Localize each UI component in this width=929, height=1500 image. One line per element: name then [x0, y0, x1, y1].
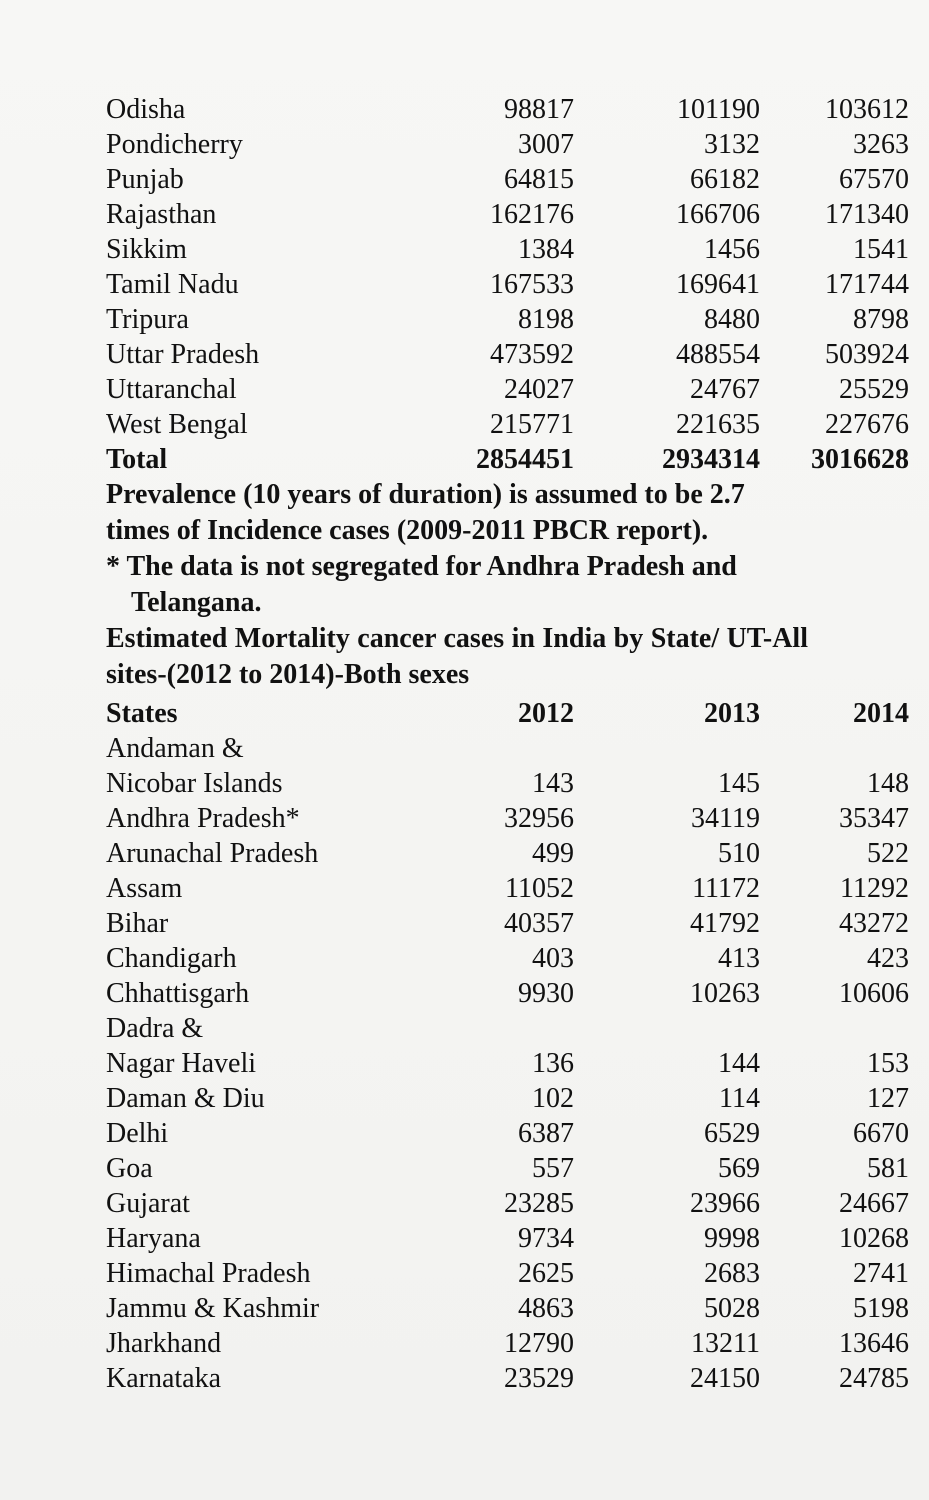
value-2014: 5198: [853, 1293, 909, 1324]
value-2013: 10263: [690, 978, 760, 1009]
value-2014: 581: [867, 1153, 909, 1184]
table-row: [106, 1116, 909, 1151]
mortality-table-title: Estimated Mortality cancer cases in India by State/ UT-All sites-(2012 to 2014)-Both sexes: [106, 623, 808, 690]
value-2013: 11172: [692, 873, 760, 904]
table-row: [106, 1151, 909, 1186]
table-row: [106, 232, 909, 267]
header-2013: 2013: [704, 698, 760, 729]
value-2014: 148: [867, 768, 909, 799]
value-2012: 2625: [518, 1258, 574, 1289]
value-2014: 10268: [839, 1223, 909, 1254]
value-2013: 569: [718, 1153, 760, 1184]
mortality-header-row: [106, 695, 909, 731]
value-2012: 40357: [504, 908, 574, 939]
value-2013: 221635: [676, 409, 760, 440]
value-2014: 6670: [853, 1118, 909, 1149]
value-2013: 3132: [704, 129, 760, 160]
state-name: Pondicherry: [106, 129, 243, 160]
value-2013: 488554: [676, 339, 760, 370]
value-2014: 24667: [839, 1188, 909, 1219]
total-2013: 2934314: [662, 444, 760, 475]
value-2014: 522: [867, 838, 909, 869]
state-name: Himachal Pradesh: [106, 1258, 311, 1289]
value-2012: 162176: [490, 199, 574, 230]
table-row: [106, 162, 909, 197]
table-row: [106, 372, 909, 407]
table-row: [106, 127, 909, 162]
incidence-table: [106, 92, 909, 442]
value-2014: 13646: [839, 1328, 909, 1359]
value-2012: 4863: [518, 1293, 574, 1324]
state-name: Uttaranchal: [106, 374, 237, 405]
table-row: [106, 302, 909, 337]
table-row: [106, 801, 909, 836]
value-2012: 98817: [504, 94, 574, 125]
value-2013: 114: [719, 1083, 760, 1114]
value-2014: 103612: [825, 94, 909, 125]
table-row: [106, 871, 909, 906]
table-row: [106, 337, 909, 372]
state-name: Chandigarh: [106, 943, 237, 974]
value-2012: 24027: [504, 374, 574, 405]
table-row: [106, 1291, 909, 1326]
state-name: Bihar: [106, 908, 169, 939]
value-2013: 24767: [690, 374, 760, 405]
value-2014: 8798: [853, 304, 909, 335]
value-2013: 101190: [677, 94, 760, 125]
segregation-note: * The data is not segregated for Andhra Pradesh and Telangana.: [106, 551, 737, 618]
incidence-total-row: [106, 442, 909, 477]
value-2014: 171340: [825, 199, 909, 230]
state-name: [106, 731, 356, 801]
state-name: Rajasthan: [106, 199, 217, 230]
value-2012: 215771: [490, 409, 574, 440]
state-name-line1: Dadra &: [106, 1013, 204, 1044]
value-2014: 43272: [839, 908, 909, 939]
state-name: Jharkhand: [106, 1328, 222, 1359]
value-2013: 169641: [676, 269, 760, 300]
value-2014: 2741: [853, 1258, 909, 1289]
state-name: Tamil Nadu: [106, 269, 239, 300]
value-2013: 41792: [690, 908, 760, 939]
table-row: [106, 1361, 909, 1396]
state-name: Jammu & Kashmir: [106, 1293, 320, 1324]
value-2012: 136: [532, 1048, 574, 1079]
table-row: [106, 1081, 909, 1116]
value-2014: 127: [867, 1083, 909, 1114]
value-2014: 25529: [839, 374, 909, 405]
value-2012: 6387: [518, 1118, 574, 1149]
value-2013: 66182: [690, 164, 760, 195]
total-label: Total: [106, 444, 168, 475]
mortality-table: [106, 731, 909, 1396]
value-2014: 153: [867, 1048, 909, 1079]
state-name: Delhi: [106, 1118, 169, 1149]
state-name: West Bengal: [106, 409, 248, 440]
value-2013: 166706: [676, 199, 760, 230]
value-2014: 227676: [825, 409, 909, 440]
state-name: Andhra Pradesh*: [106, 803, 300, 834]
value-2012: 1384: [518, 234, 574, 265]
table-row: [106, 197, 909, 232]
prevalence-note: Prevalence (10 years of duration) is assumed to be 2.7 times of Incidence cases (2009-2011 PBCR report).: [106, 479, 745, 546]
value-2014: 10606: [839, 978, 909, 1009]
table-row: [106, 1186, 909, 1221]
table-row: [106, 941, 909, 976]
header-2014: 2014: [853, 698, 909, 729]
value-2012: 403: [532, 943, 574, 974]
value-2014: 3263: [853, 129, 909, 160]
table-row: [106, 836, 909, 871]
value-2012: 143: [532, 768, 574, 799]
value-2012: 102: [532, 1083, 574, 1114]
value-2012: 64815: [504, 164, 574, 195]
value-2012: 11052: [505, 873, 574, 904]
value-2013: 145: [718, 768, 760, 799]
table-row: [106, 976, 909, 1011]
value-2014: 11292: [840, 873, 909, 904]
value-2013: 1456: [704, 234, 760, 265]
state-name: Odisha: [106, 94, 186, 125]
value-2014: 423: [867, 943, 909, 974]
value-2013: 5028: [704, 1293, 760, 1324]
state-name: Tripura: [106, 304, 189, 335]
value-2013: 8480: [704, 304, 760, 335]
value-2014: 67570: [839, 164, 909, 195]
page-content: [106, 92, 909, 1396]
value-2012: 167533: [490, 269, 574, 300]
value-2012: 9930: [518, 978, 574, 1009]
state-name: Gujarat: [106, 1188, 190, 1219]
value-2012: 557: [532, 1153, 574, 1184]
value-2014: 171744: [825, 269, 909, 300]
value-2012: 32956: [504, 803, 574, 834]
table-row: [106, 1326, 909, 1361]
table-row: [106, 1011, 909, 1081]
table-row: [106, 407, 909, 442]
value-2014: 1541: [853, 234, 909, 265]
value-2013: 2683: [704, 1258, 760, 1289]
table-row: [106, 267, 909, 302]
state-name-line1: Andaman &: [106, 733, 244, 764]
state-name: Arunachal Pradesh: [106, 838, 319, 869]
table-row: [106, 1256, 909, 1291]
table-row: [106, 731, 909, 801]
value-2012: 8198: [518, 304, 574, 335]
value-2012: 3007: [518, 129, 574, 160]
value-2013: 6529: [704, 1118, 760, 1149]
table-row: [106, 1221, 909, 1256]
state-name: Karnataka: [106, 1363, 222, 1394]
table-row: [106, 906, 909, 941]
value-2013: 144: [718, 1048, 760, 1079]
state-name: [106, 1011, 356, 1081]
value-2013: 413: [718, 943, 760, 974]
state-name: Uttar Pradesh: [106, 339, 260, 370]
value-2013: 24150: [690, 1363, 760, 1394]
value-2012: 23529: [504, 1363, 574, 1394]
state-name-line2: Nicobar Islands: [106, 768, 283, 799]
total-2014: 3016628: [811, 444, 909, 475]
state-name: Sikkim: [106, 234, 187, 265]
header-2012: 2012: [518, 698, 574, 729]
table-row: [106, 92, 909, 127]
state-name: Punjab: [106, 164, 184, 195]
value-2012: 473592: [490, 339, 574, 370]
value-2014: 35347: [839, 803, 909, 834]
value-2013: 13211: [691, 1328, 760, 1359]
state-name: Assam: [106, 873, 183, 904]
value-2012: 12790: [504, 1328, 574, 1359]
value-2013: 23966: [690, 1188, 760, 1219]
value-2012: 23285: [504, 1188, 574, 1219]
total-2012: 2854451: [476, 444, 574, 475]
value-2013: 9998: [704, 1223, 760, 1254]
value-2014: 24785: [839, 1363, 909, 1394]
value-2012: 9734: [518, 1223, 574, 1254]
state-name: Chhattisgarh: [106, 978, 250, 1009]
state-name: Goa: [106, 1153, 153, 1184]
state-name: Haryana: [106, 1223, 201, 1254]
header-states: States: [106, 698, 178, 729]
value-2014: 503924: [825, 339, 909, 370]
state-name-line2: Nagar Haveli: [106, 1048, 257, 1079]
state-name: Daman & Diu: [106, 1083, 265, 1114]
value-2013: 510: [718, 838, 760, 869]
value-2013: 34119: [691, 803, 760, 834]
value-2012: 499: [532, 838, 574, 869]
